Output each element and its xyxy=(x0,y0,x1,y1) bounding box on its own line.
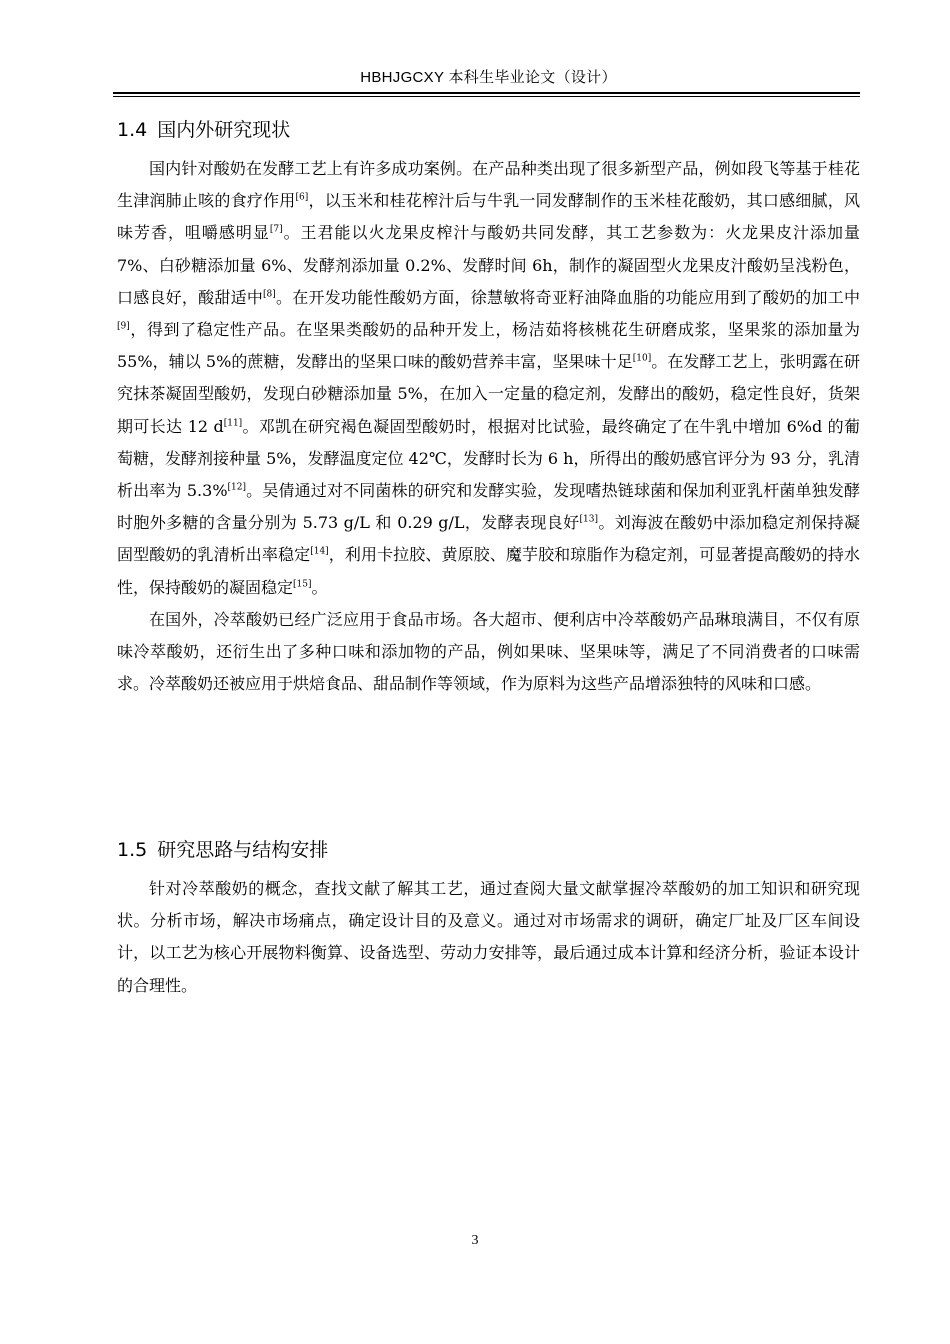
text-segment: 。吴倩通过对不同菌株的研究和发酵实验，发现嗜热链球菌和保加利亚乳杆菌单独发酵时胞外多糖的含量分别为 5.73 g/L 和 0.29 g/L，发酵表现良好 xyxy=(117,481,860,533)
section-heading xyxy=(117,118,860,142)
section-number: 1.4 xyxy=(117,119,148,141)
citation-ref: [8] xyxy=(263,289,276,300)
header-rule xyxy=(113,92,860,94)
text-segment: ，得到了稳定性产品。在坚果类酸奶的品种开发上，杨洁茹将核桃花生研磨成浆，坚果浆的添加量为 55%，辅以 5%的蔗糖，发酵出的坚果口味的酸奶营养丰富，坚果味十足 xyxy=(117,320,860,372)
citation-ref: [12] xyxy=(227,482,247,493)
text-segment: 。在发酵工艺上，张明露在研究抹茶凝固型酸奶，发现白砂糖添加量 5%，在加入一定量的稳定剂，发酵出的酸奶，稳定性良好，货架期可长达 12 d xyxy=(117,352,860,436)
citation-ref: [6] xyxy=(295,192,309,203)
text-segment: 。王君能以火龙果皮榨汁与酸奶共同发酵，其工艺参数为：火龙果皮汁添加量 7%、白砂糖添加量 6%、发酵剂添加量 0.2%、发酵时间 6h，制作的凝固型火龙果皮汁酸奶呈浅粉色，口感良好，酸甜适中 xyxy=(117,223,860,307)
text-segment: 。刘海波在酸奶中添加稳定剂保持凝固型酸奶的乳清析出率稳定 xyxy=(117,513,860,565)
section-heading xyxy=(117,838,860,862)
section-number: 1.5 xyxy=(117,839,148,861)
text-segment: ，利用卡拉胶、黄原胶、魔芋胶和琼脂作为稳定剂，可显著提高酸奶的持水性，保持酸奶的凝固稳定 xyxy=(117,545,860,597)
section-title: 研究思路与结构安排 xyxy=(157,839,329,861)
header-rule-thin xyxy=(113,96,860,97)
text-segment: 。邓凯在研究褐色凝固型酸奶时，根据对比试验，最终确定了在牛乳中增加 6%d 的葡萄糖，发酵剂接种量 5%，发酵温度定位 42℃，发酵时长为 6 h，所得出的酸奶感官评分为 93 分，乳清析出率为 5.3% xyxy=(117,416,861,501)
text-segment: 国内针对酸奶在发酵工艺上有许多成功案例。在产品种类出现了很多新型产品，例如段飞等基于桂花生津润肺止咳的食疗作用 xyxy=(117,159,860,211)
text-segment: ，以玉米和桂花榨汁后与牛乳一同发酵制作的玉米桂花酸奶，其口感细腻，风味芳香，咀嚼感明显 xyxy=(117,191,860,243)
citation-ref: [11] xyxy=(223,418,243,429)
section-title: 国内外研究现状 xyxy=(157,119,291,141)
citation-ref: [14] xyxy=(310,547,329,558)
text-segment: 。在开发功能性酸奶方面，徐慧敏将奇亚籽油降血脂的功能应用到了酸奶的加工中 xyxy=(275,287,860,307)
citation-ref: [15] xyxy=(293,579,312,590)
section-1-5 xyxy=(117,838,860,1002)
citation-ref: [9] xyxy=(117,321,130,332)
page-header: HBHJGCXY 本科生毕业论文（设计） xyxy=(360,69,617,86)
text-segment: 。 xyxy=(311,577,328,597)
paragraph-research-plan: 针对冷萃酸奶的概念，查找文献了解其工艺，通过查阅大量文献掌握冷萃酸奶的加工知识和研究现状。分析市场，解决市场痛点，确定设计目的及意义。通过对市场需求的调研，确定厂址及厂区车间设计，以工艺为核心开展物料衡算、设备选型、劳动力安排等，最后通过成本计算和经济分析，验证本设计的合理性。 xyxy=(117,879,860,995)
paragraph-domestic-research xyxy=(117,153,860,604)
section-1-4 xyxy=(117,118,860,700)
paragraph-foreign-research: 在国外，冷萃酸奶已经广泛应用于食品市场。各大超市、便利店中冷萃酸奶产品琳琅满目，不仅有原味冷萃酸奶，还衍生出了多种口味和添加物的产品，例如果味、坚果味等，满足了不同消费者的口味需求。冷萃酸奶还被应用于烘焙食品、甜品制作等领域，作为原料为这些产品增添独特的风味和口感。 xyxy=(117,609,860,694)
citation-ref: [7] xyxy=(269,225,283,236)
citation-ref: [13] xyxy=(579,514,599,525)
citation-ref: [10] xyxy=(632,353,652,364)
page-number: 3 xyxy=(471,1233,479,1248)
